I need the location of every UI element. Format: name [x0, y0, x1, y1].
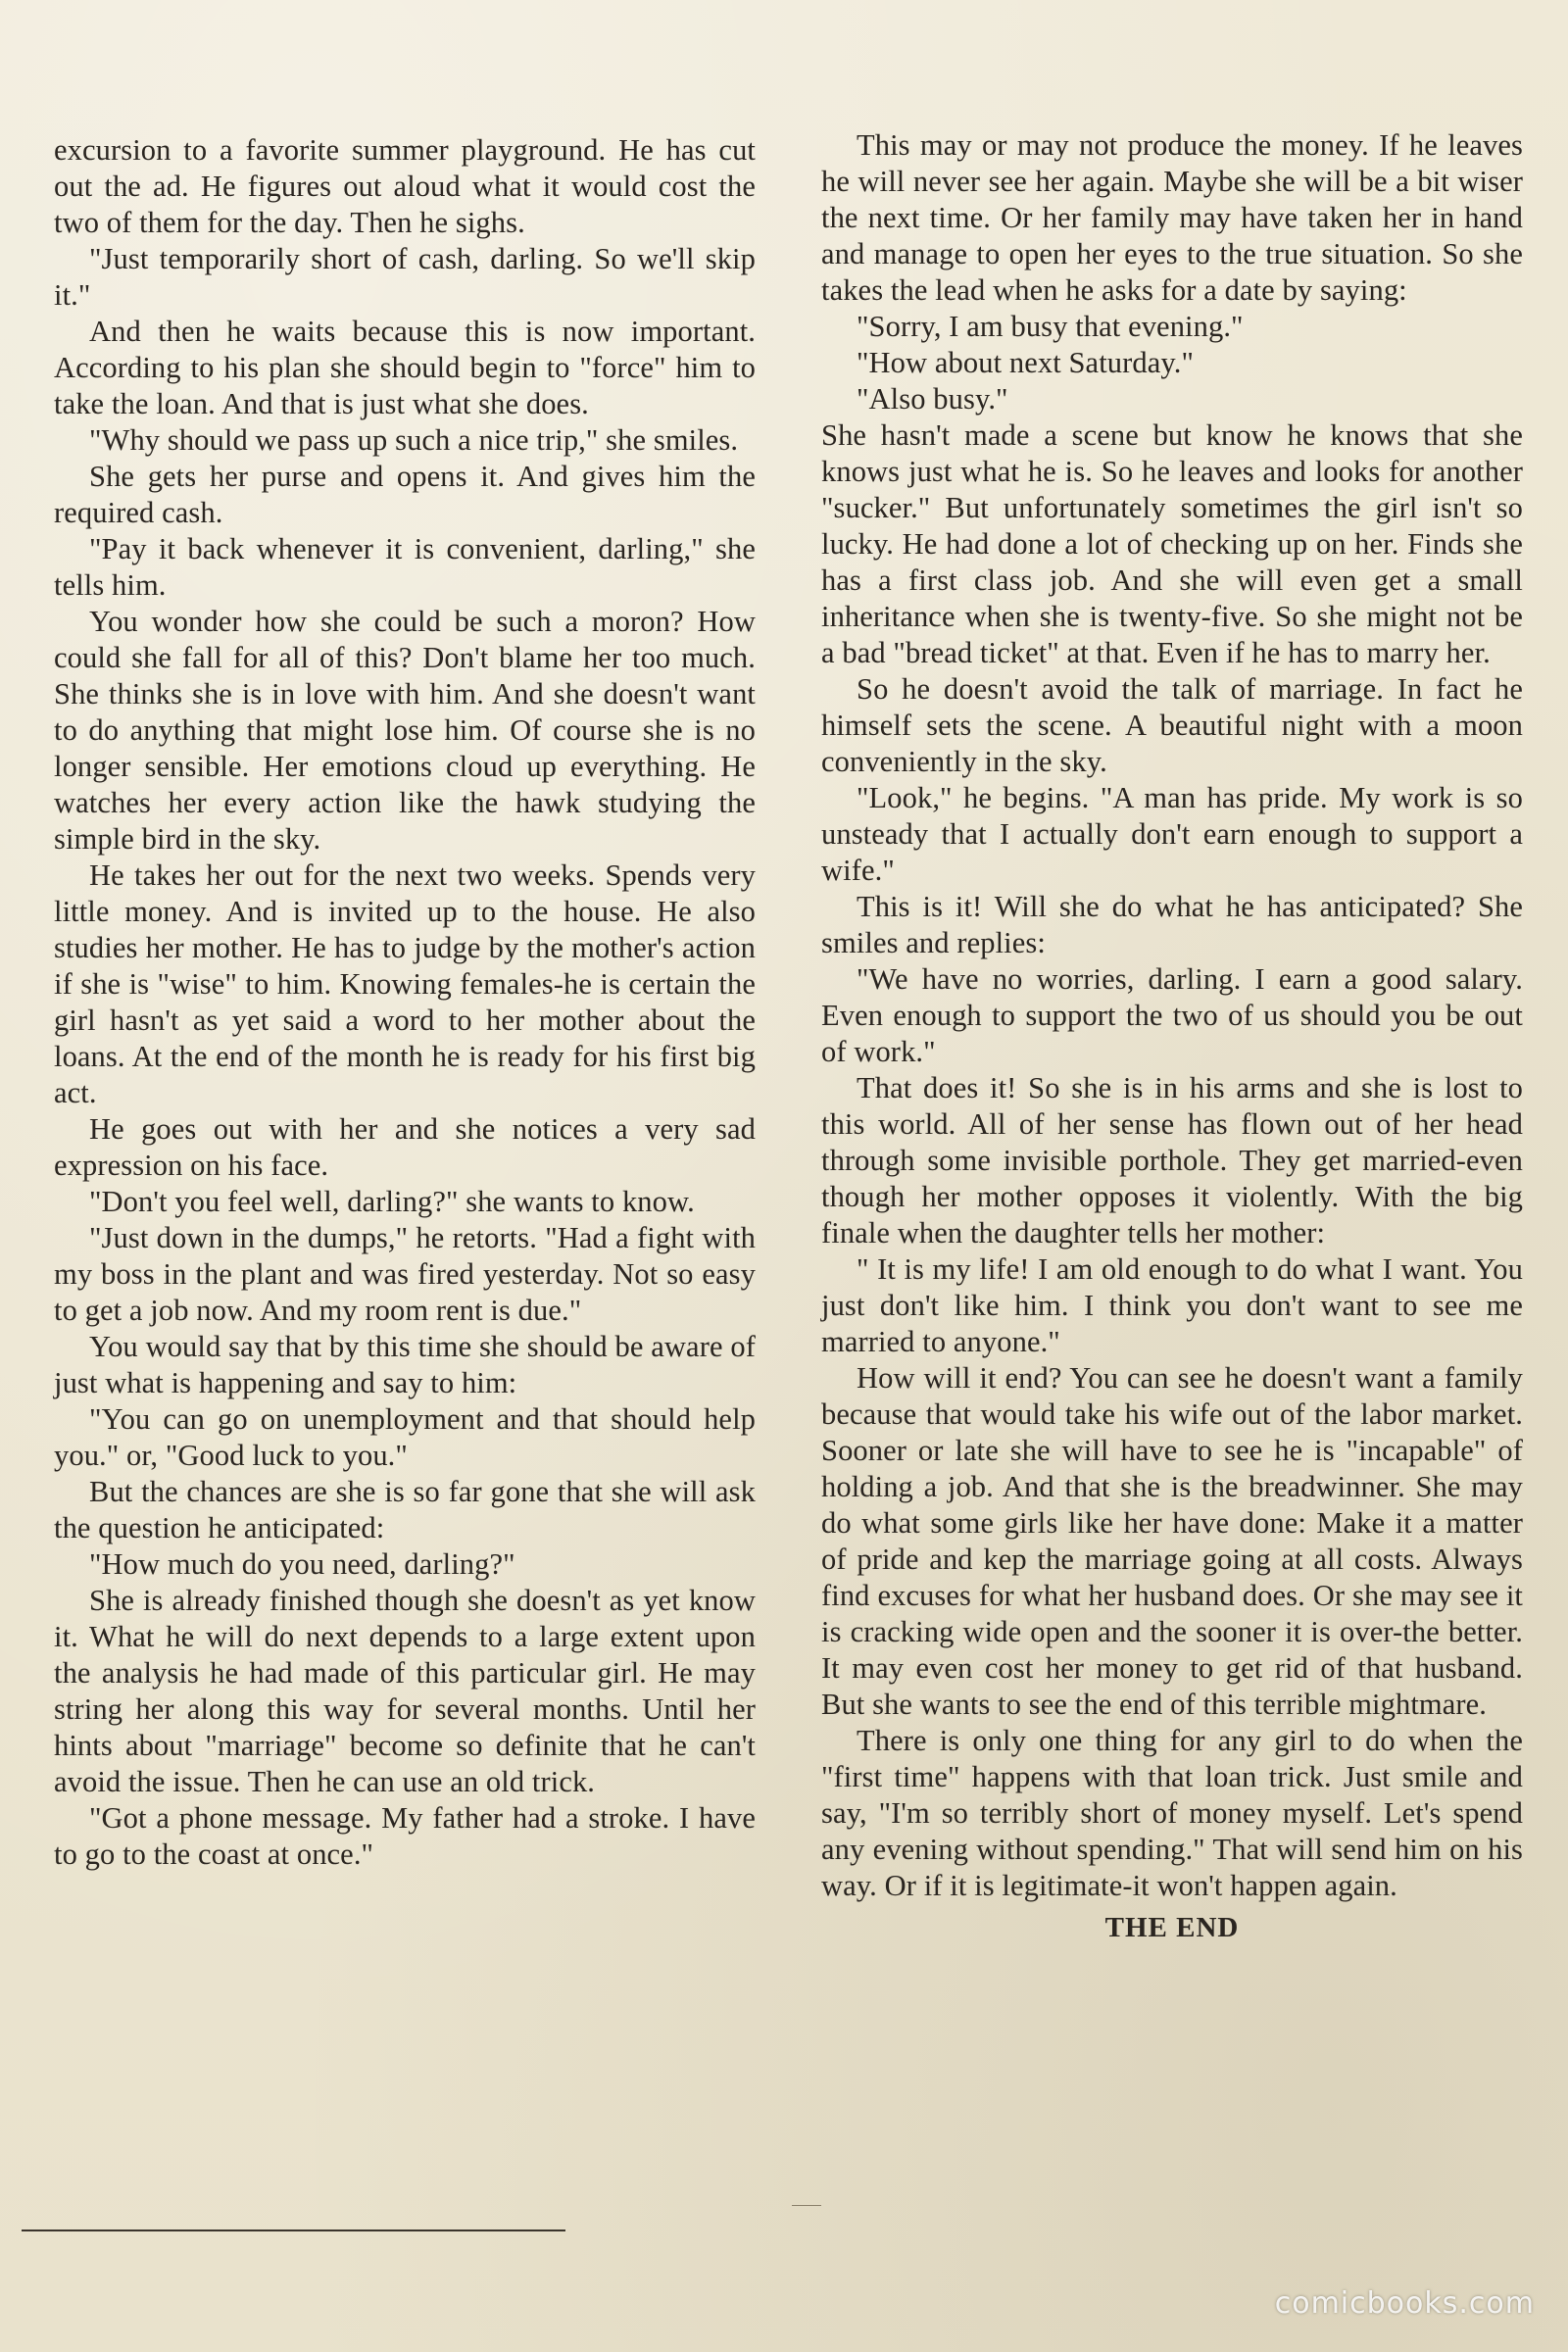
paragraph: excursion to a favorite summer playground. He has cut out the ad. He figures out aloud what it would cost the two of them for the day. Then he sighs. — [54, 133, 756, 239]
paragraph: So he doesn't avoid the talk of marriage. In fact he himself sets the scene. A beautiful night with a moon conveniently in the sky. — [821, 672, 1523, 778]
paragraph: "Pay it back whenever it is convenient, darling," she tells him. — [54, 532, 756, 602]
left-text-column — [54, 132, 756, 1873]
paragraph: How will it end? You can see he doesn't want a family because that would take his wife out of the labor market. Sooner or late she will have to see he is "incapable" of holding a job. And that she is the breadwinner. She may do what some girls like her have done: Make it a matter of pride and kep the marriage going at all costs. Always find excuses for what her husband does. Or she may see it is cracking wide open and the sooner it is over-the better. It may even cost her money to get rid of that husband. But she wants to see the end of this terrible mightmare. — [821, 1361, 1523, 1721]
paragraph: But the chances are she is so far gone that she will ask the question he anticipated: — [54, 1475, 756, 1544]
paragraph: You would say that by this time she should be aware of just what is happening and say to him: — [54, 1330, 756, 1399]
paragraph: She gets her purse and opens it. And gives him the required cash. — [54, 460, 756, 529]
watermark: comicbooks.com — [1274, 2286, 1535, 2321]
paragraph: "Just down in the dumps," he retorts. "Had a fight with my boss in the plant and was fired yesterday. Not so easy to get a job now. And my room rent is due." — [54, 1221, 756, 1327]
paragraph: She hasn't made a scene but know he knows that she knows just what he is. So he leaves and looks for another "sucker." But unfortunately sometimes the girl isn't so lucky. He had done a lot of checking up on her. Finds she has a first class job. And she will even get a small inheritance when she is twenty-five. So she might not be a bad "bread ticket" at that. Even if he has to marry her. — [821, 418, 1523, 669]
paragraph: "Don't you feel well, darling?" she wants to know. — [89, 1185, 695, 1218]
paragraph: " It is my life! I am old enough to do what I want. You just don't like him. I think you don't want to see me married to anyone." — [821, 1252, 1523, 1358]
right-text-column — [821, 127, 1523, 1946]
bottom-rule — [22, 2230, 565, 2231]
paragraph: "How much do you need, darling?" — [89, 1547, 515, 1581]
the-end-heading: THE END — [1104, 1912, 1240, 1943]
gutter-divider — [792, 2205, 821, 2206]
paragraph: "We have no worries, darling. I earn a good salary. Even enough to support the two of us should you be out of work." — [821, 962, 1523, 1068]
paragraph: He takes her out for the next two weeks. Spends very little money. And is invited up to the house. He also studies her mother. He has to judge by the mother's action if she is "wise" to him. Knowing females-he is certain the girl hasn't as yet said a word to her mother about the loans. At the end of the month he is ready for his first big act. — [54, 858, 756, 1109]
paragraph: "Why should we pass up such a nice trip," she smiles. — [89, 423, 739, 457]
paragraph: "Also busy." — [857, 382, 1008, 416]
paragraph: "You can go on unemployment and that should help you." or, "Good luck to you." — [54, 1402, 756, 1472]
paragraph: He goes out with her and she notices a very sad expression on his face. — [54, 1112, 756, 1182]
paragraph: That does it! So she is in his arms and she is lost to this world. All of her sense has flown out of her head through some invisible porthole. They get married-even though her mother opposes it violently. With the big finale when the daughter tells her mother: — [821, 1071, 1523, 1250]
paragraph: This is it! Will she do what he has anticipated? She smiles and replies: — [821, 890, 1523, 959]
paragraph: You wonder how she could be such a moron? How could she fall for all of this? Don't blame her too much. She thinks she is in love with him. And she doesn't want to do anything that might lose him. Of course she is no longer sensible. Her emotions cloud up everything. He watches her every action like the hawk studying the simple bird in the sky. — [54, 605, 756, 856]
paragraph: "Just temporarily short of cash, darling. So we'll skip it." — [54, 242, 756, 312]
paragraph: "Sorry, I am busy that evening." — [857, 310, 1244, 343]
paragraph: "Got a phone message. My father had a stroke. I have to go to the coast at once." — [54, 1801, 756, 1871]
paragraph: And then he waits because this is now important. According to his plan she should begin to "force" him to take the loan. And that is just what she does. — [54, 315, 756, 420]
paragraph: She is already finished though she doesn't as yet know it. What he will do next depends to a large extent upon the analysis he had made of this particular girl. He may string her along this way for several months. Until her hints about "marriage" become so definite that he can't avoid the issue. Then he can use an old trick. — [54, 1584, 756, 1798]
paragraph: "Look," he begins. "A man has pride. My work is so unsteady that I actually don't earn enough to support a wife." — [821, 781, 1523, 887]
paragraph: There is only one thing for any girl to do when the "first time" happens with that loan trick. Just smile and say, "I'm so terribly short of money myself. Let's spend any evening without spending." That will send him on his way. Or if it is legitimate-it won't happen again. — [821, 1724, 1523, 1902]
paragraph: This may or may not produce the money. If he leaves he will never see her again. Maybe she will be a bit wiser the next time. Or her family may have taken her in hand and manage to open her eyes to the true situation. So she takes the lead when he asks for a date by saying: — [821, 128, 1523, 307]
paragraph: "How about next Saturday." — [857, 346, 1195, 379]
